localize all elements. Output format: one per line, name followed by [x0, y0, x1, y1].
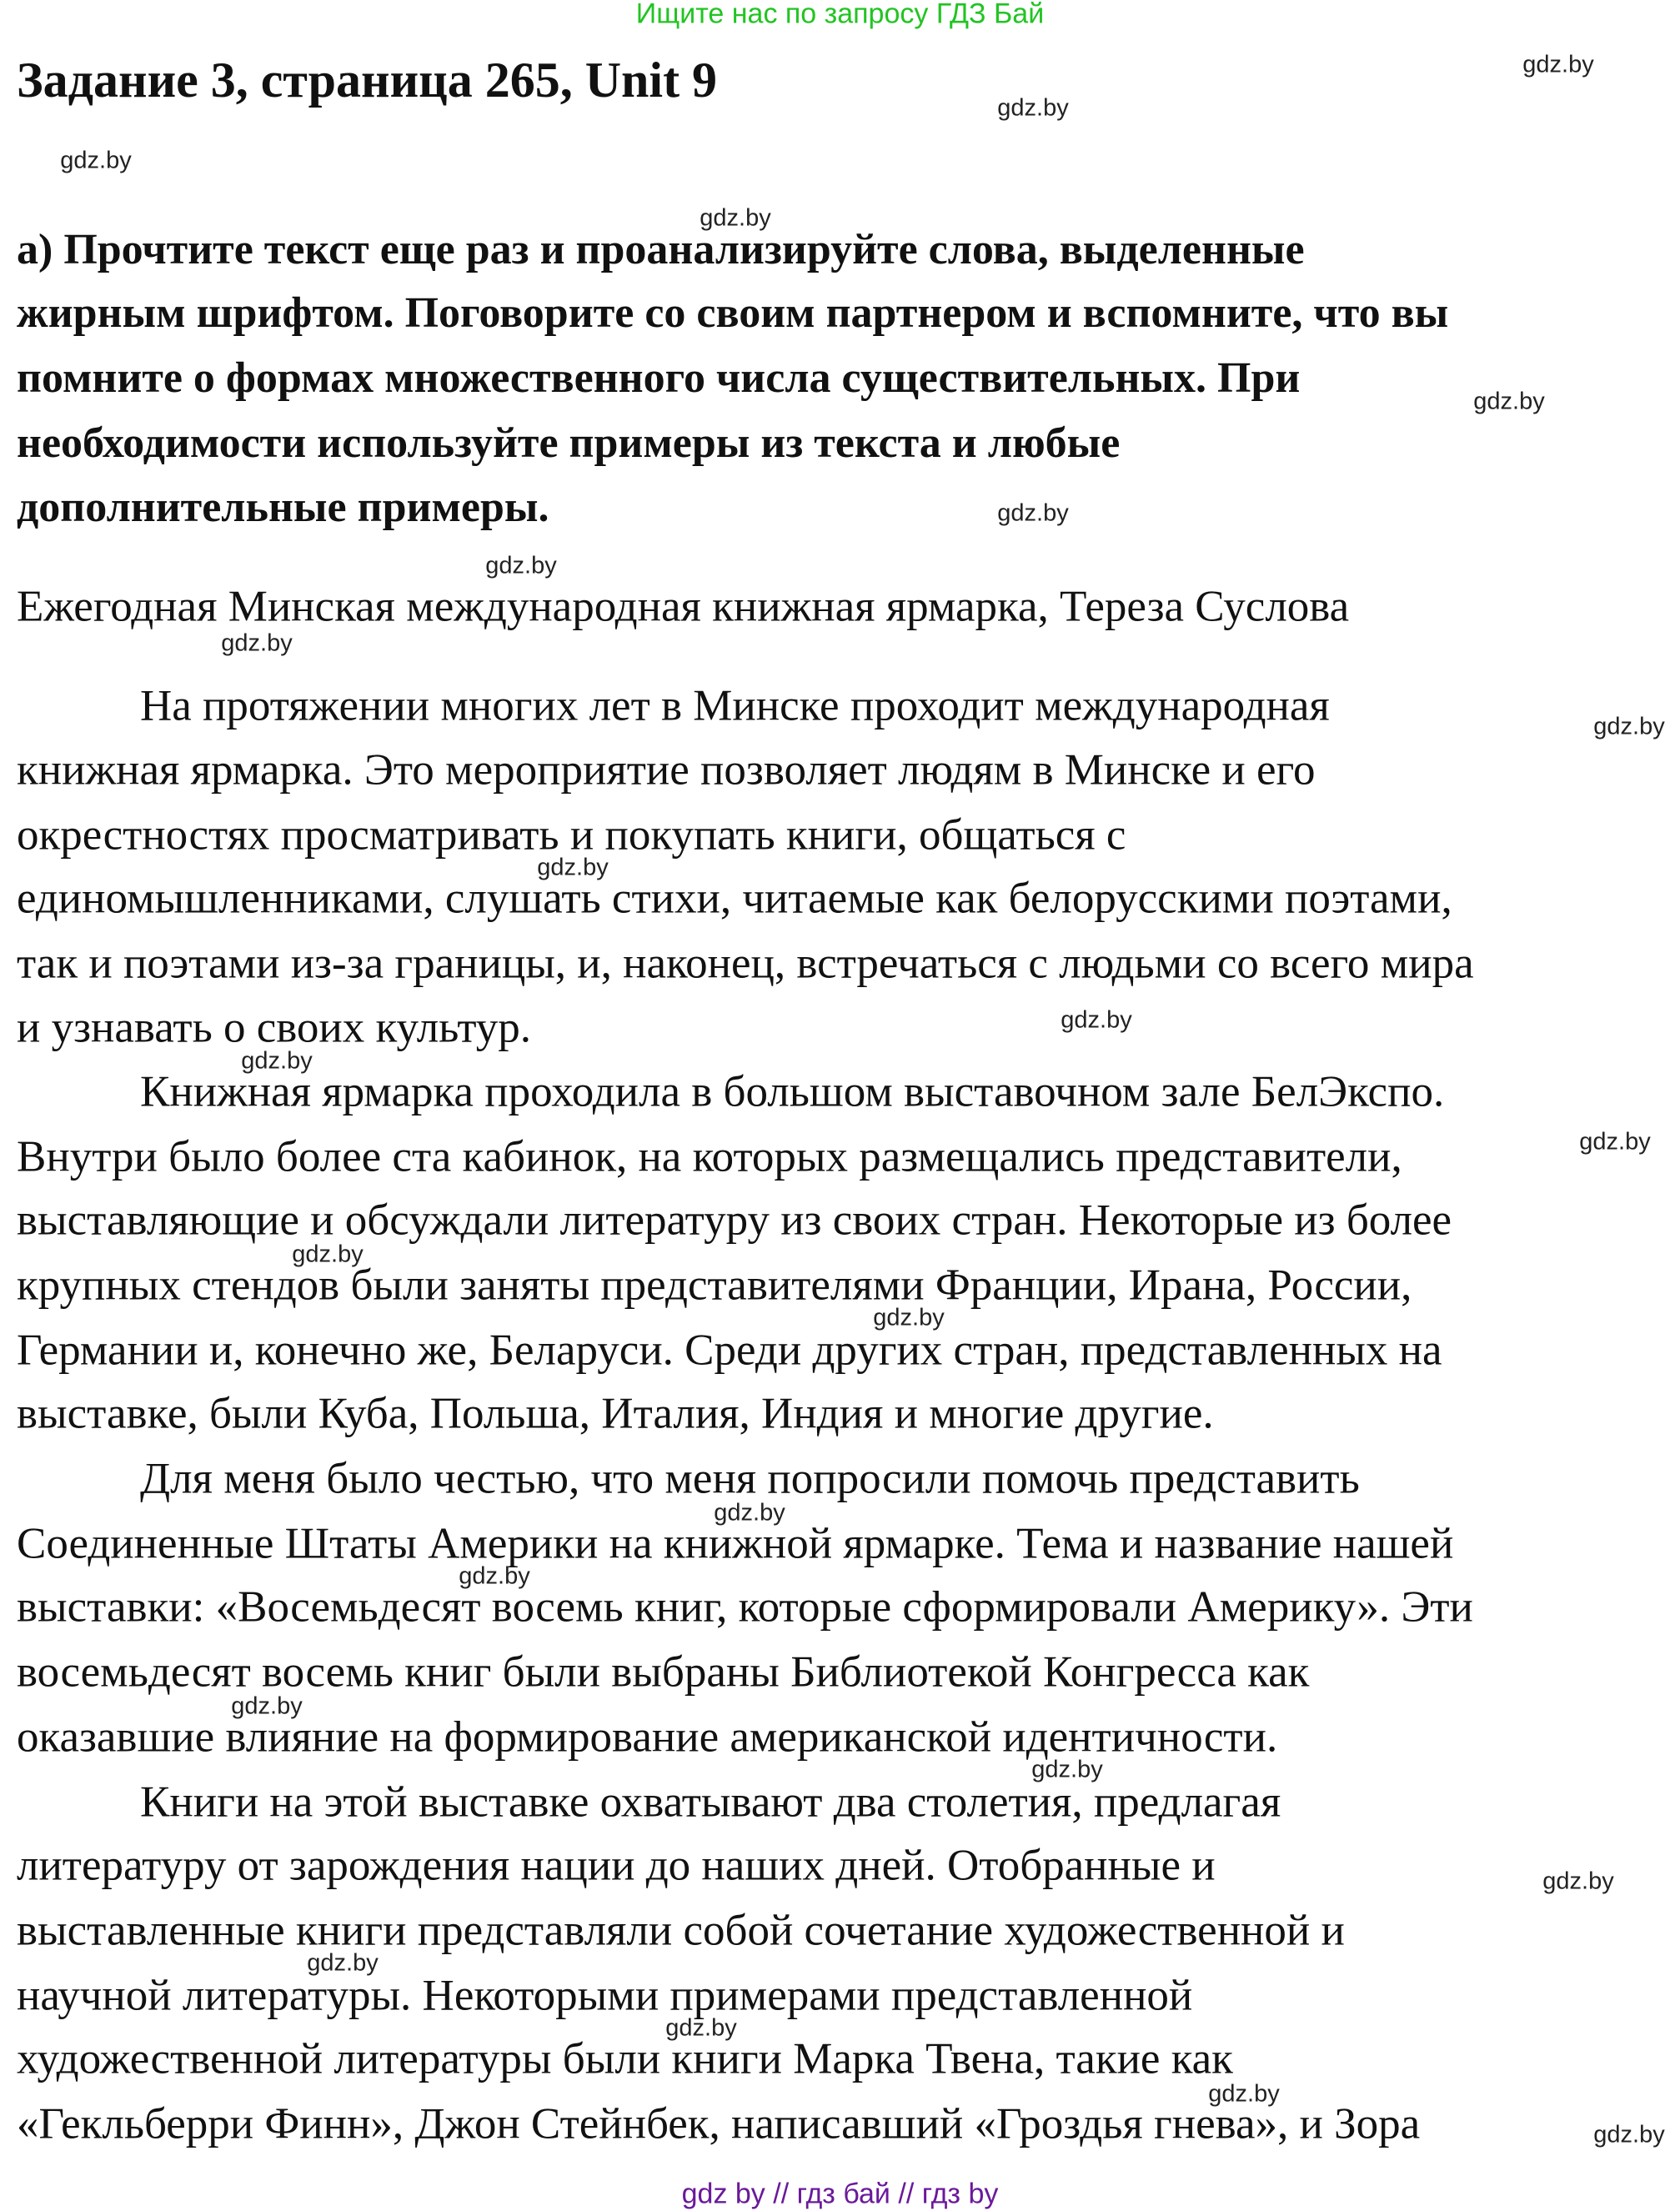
- watermark: gdz.by: [459, 1562, 530, 1590]
- watermark: gdz.by: [1208, 2080, 1280, 2108]
- paragraph-line: восемьдесят восемь книг были выбраны Библиотекой Конгресса как: [17, 1647, 1310, 1697]
- paragraph-line: книжная ярмарка. Это мероприятие позволяет людям в Минске и его: [17, 745, 1316, 795]
- watermark: gdz.by: [873, 1304, 945, 1331]
- paragraph-line: художественной литературы были книги Марка Твена, такие как: [17, 2034, 1233, 2083]
- paragraph-line: На протяжении многих лет в Минске проходит международная: [140, 681, 1330, 730]
- watermark: gdz.by: [665, 2014, 737, 2042]
- paragraph-line: Книжная ярмарка проходила в большом выставочном зале БелЭкспо.: [140, 1067, 1445, 1116]
- search-banner[interactable]: Ищите нас по запросу ГДЗ Бай: [635, 0, 1045, 30]
- paragraph-line: выставленные книги представляли собой сочетание художественной и: [17, 1906, 1345, 1955]
- task-line: необходимости используйте примеры из текста и любые: [17, 419, 1121, 467]
- task-line: помните о формах множественного числа существительных. При: [17, 354, 1301, 402]
- paragraph-line: единомышленниками, слушать стихи, читаемые как белорусскими поэтами,: [17, 874, 1452, 923]
- watermark: gdz.by: [714, 1499, 785, 1527]
- paragraph-line: Книги на этой выставке охватывают два столетия, предлагая: [140, 1777, 1281, 1827]
- paragraph-line: выставки: «Восемьдесят восемь книг, которые сформировали Америку». Эти: [17, 1582, 1473, 1632]
- watermark: gdz.by: [60, 147, 132, 174]
- watermark: gdz.by: [307, 1949, 379, 1977]
- paragraph-line: так и поэтами из-за границы, и, наконец, встречаться с людьми со всего мира: [17, 939, 1474, 988]
- watermark: gdz.by: [700, 204, 771, 232]
- task-line: дополнительные примеры.: [17, 484, 549, 531]
- paragraph-line: литературу от зарождения нации до наших дней. Отобранные и: [17, 1841, 1216, 1890]
- paragraph-line: и узнавать о своих культур.: [17, 1003, 532, 1052]
- task-line: жирным шрифтом. Поговорите со своим партнером и вспомните, что вы: [17, 289, 1449, 337]
- watermark: gdz.by: [231, 1692, 303, 1720]
- paragraph-line: Для меня было честью, что меня попросили помочь представить: [140, 1454, 1360, 1503]
- paragraph-line: выставке, были Куба, Польша, Италия, Индия и многие другие.: [17, 1389, 1214, 1438]
- paragraph-line: оказавшие влияние на формирование американской идентичности.: [17, 1712, 1278, 1762]
- watermark: gdz.by: [485, 552, 557, 579]
- text-heading: Ежегодная Минская международная книжная ярмарка, Тереза Суслова: [17, 582, 1350, 631]
- paragraph-line: окрестностях просматривать и покупать книги, общаться с: [17, 810, 1126, 860]
- watermark: gdz.by: [1579, 1128, 1651, 1156]
- paragraph-line: Германии и, конечно же, Беларуси. Среди других стран, представленных на: [17, 1326, 1442, 1375]
- paragraph-line: Внутри было более ста кабинок, на которых размещались представители,: [17, 1132, 1402, 1181]
- paragraph-line: «Гекльберри Финн», Джон Стейнбек, написавший «Гроздья гнева», и Зора: [17, 2099, 1421, 2148]
- paragraph-line: крупных стендов были заняты представителями Франции, Ирана, России,: [17, 1261, 1412, 1310]
- watermark: gdz.by: [1031, 1756, 1103, 1783]
- watermark: gdz.by: [1593, 2121, 1665, 2148]
- task-line: а) Прочтите текст еще раз и проанализируйте слова, выделенные: [17, 226, 1305, 273]
- watermark: gdz.by: [1473, 388, 1545, 415]
- watermark: gdz.by: [1593, 713, 1665, 740]
- watermark: gdz.by: [221, 629, 293, 657]
- footer-links[interactable]: gdz by // гдз бай // гдз by: [681, 2178, 999, 2210]
- paragraph-line: научной литературы. Некоторыми примерами представленной: [17, 1971, 1193, 2020]
- paragraph-line: выставляющие и обсуждали литературу из своих стран. Некоторые из более: [17, 1196, 1452, 1245]
- watermark: gdz.by: [997, 94, 1069, 122]
- watermark: gdz.by: [1522, 51, 1594, 78]
- watermark: gdz.by: [1061, 1006, 1132, 1034]
- paragraph-line: Соединенные Штаты Америки на книжной ярмарке. Тема и название нашей: [17, 1519, 1454, 1568]
- watermark: gdz.by: [241, 1047, 313, 1075]
- watermark: gdz.by: [997, 499, 1069, 527]
- page-title: Задание 3, страница 265, Unit 9: [17, 53, 718, 108]
- watermark: gdz.by: [292, 1241, 364, 1268]
- watermark: gdz.by: [1542, 1868, 1614, 1895]
- watermark: gdz.by: [537, 854, 609, 881]
